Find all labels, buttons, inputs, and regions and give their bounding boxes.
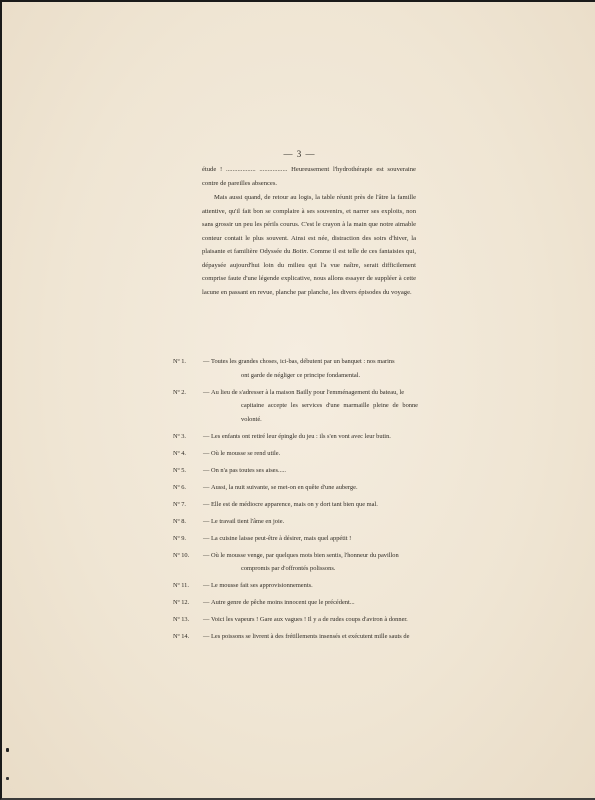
item-number: Nº 8. [173,517,186,525]
list-item [173,481,418,495]
list-item [173,430,418,444]
paragraph-2-text-b: . Comme il est telle de ces fantaisies qui, dépaysée aujourd'hui loin du milieu qui l'a vue naître, serait difficilement comprise faute d'une légende explicative, nous allons essayer de suppléer à cette lacune en passant en revue, planche par planche, les divers épisodes du voyage. [202,248,417,296]
list-item [173,532,418,546]
item-dash: — [203,517,210,525]
page-number: — 3 — [283,149,316,159]
item-number: Nº 13. [173,616,190,623]
item-number: Nº 9. [173,534,186,542]
item-text: Le travail tient l'âme en joie. [211,517,285,525]
list-item [173,596,418,610]
paragraph-1: étude ! .................. ................. Heureusement l'hydrothérapie est souveraine contre de pareilles absences. [202,166,416,187]
item-text: On n'a pas toutes ses aises..... [211,466,286,474]
item-dash: — [203,534,210,542]
list-item [173,498,418,512]
item-number: Nº 10. [173,551,190,559]
item-text: Voici les vapeurs ! Gare aux vagues ! Il y a de rudes coups d'aviron à donner. [211,616,408,623]
item-dash: — [203,483,210,491]
item-continuation: capitaine accepte les services d'une marmaille pleine de bonne volonté. [241,402,418,423]
item-text: Où le mousse se rend utile. [211,449,281,457]
item-text: Les enfants ont retiré leur épingle du jeu : ils s'en vont avec leur butin. [211,432,391,440]
list-item [173,549,418,576]
item-dash: — [203,500,210,508]
item-number: Nº 4. [173,449,186,457]
list-item [173,630,418,644]
item-text: Toutes les grandes choses, ici-bas, débutent par un banquet : nos marins [211,358,395,365]
item-continuation: ont garde de négliger ce principe fondamental. [241,371,361,379]
list-item [173,355,418,382]
item-text: Autre genre de pêche moins innocent que le précédent... [211,599,355,606]
margin-mark [6,777,9,780]
list-item [173,447,418,461]
list-item [173,613,418,627]
paragraph-2-text-a: Mais aussi quand, de retour au logis, la table réunit près de l'âtre la famille attentive, qu'il fait bon se complaire à ses souvenirs, et narrer ses exploits, non sans grossir un peu les périls courus. C'est le crayon à la main que notre aimable conteur contait le plus souvent. Ainsi est née, distraction des soirs d'hiver, la plaisante et familière Odyssée du [202,194,416,255]
item-dash: — [203,616,210,623]
item-continuation: compromis par d'offrontés polissons. [241,565,336,572]
item-text: Où le mousse venge, par quelques mots bien sentis, l'honneur du pavillon [211,551,399,559]
item-dash: — [203,466,210,474]
item-text: Le mousse fait ses approvisionnements. [211,582,313,589]
item-text: La cuisine laisse peut-être à désirer, mais quel appétit ! [211,534,352,542]
item-number: Nº 3. [173,432,186,440]
margin-mark [6,748,9,752]
item-number: Nº 1. [173,358,186,365]
item-dash: — [203,432,210,440]
item-number: Nº 6. [173,483,186,491]
list-item [173,386,418,427]
list-item [173,464,418,478]
item-dash: — [203,358,210,365]
item-number: Nº 12. [173,599,190,606]
list-item [173,515,418,529]
item-number: Nº 14. [173,633,190,640]
item-number: Nº 5. [173,466,186,474]
item-dash: — [203,599,210,606]
list-item [173,579,418,593]
item-dash: — [203,633,210,640]
item-number: Nº 11. [173,582,189,589]
item-dash: — [203,551,210,559]
plate-list [173,355,418,647]
item-dash: — [203,582,210,589]
item-text: Les poissons se livrent à des frétillements insensés et exécutent mille sauts de [211,633,410,640]
item-dash: — [203,449,210,457]
paragraph-2-italic: Botin [292,248,307,255]
item-text: Elle est de médiocre apparence, mais on y dort tant bien que mal. [211,500,378,508]
item-number: Nº 7. [173,500,186,508]
item-text: Au lieu de s'adresser à la maison Bailly pour l'emménagement du bateau, le [211,388,405,396]
item-dash: — [203,388,210,396]
item-text: Aussi, la nuit suivante, se met-on en quête d'une auberge. [211,483,358,491]
item-number: Nº 2. [173,388,186,396]
paragraph-2 [202,191,416,299]
